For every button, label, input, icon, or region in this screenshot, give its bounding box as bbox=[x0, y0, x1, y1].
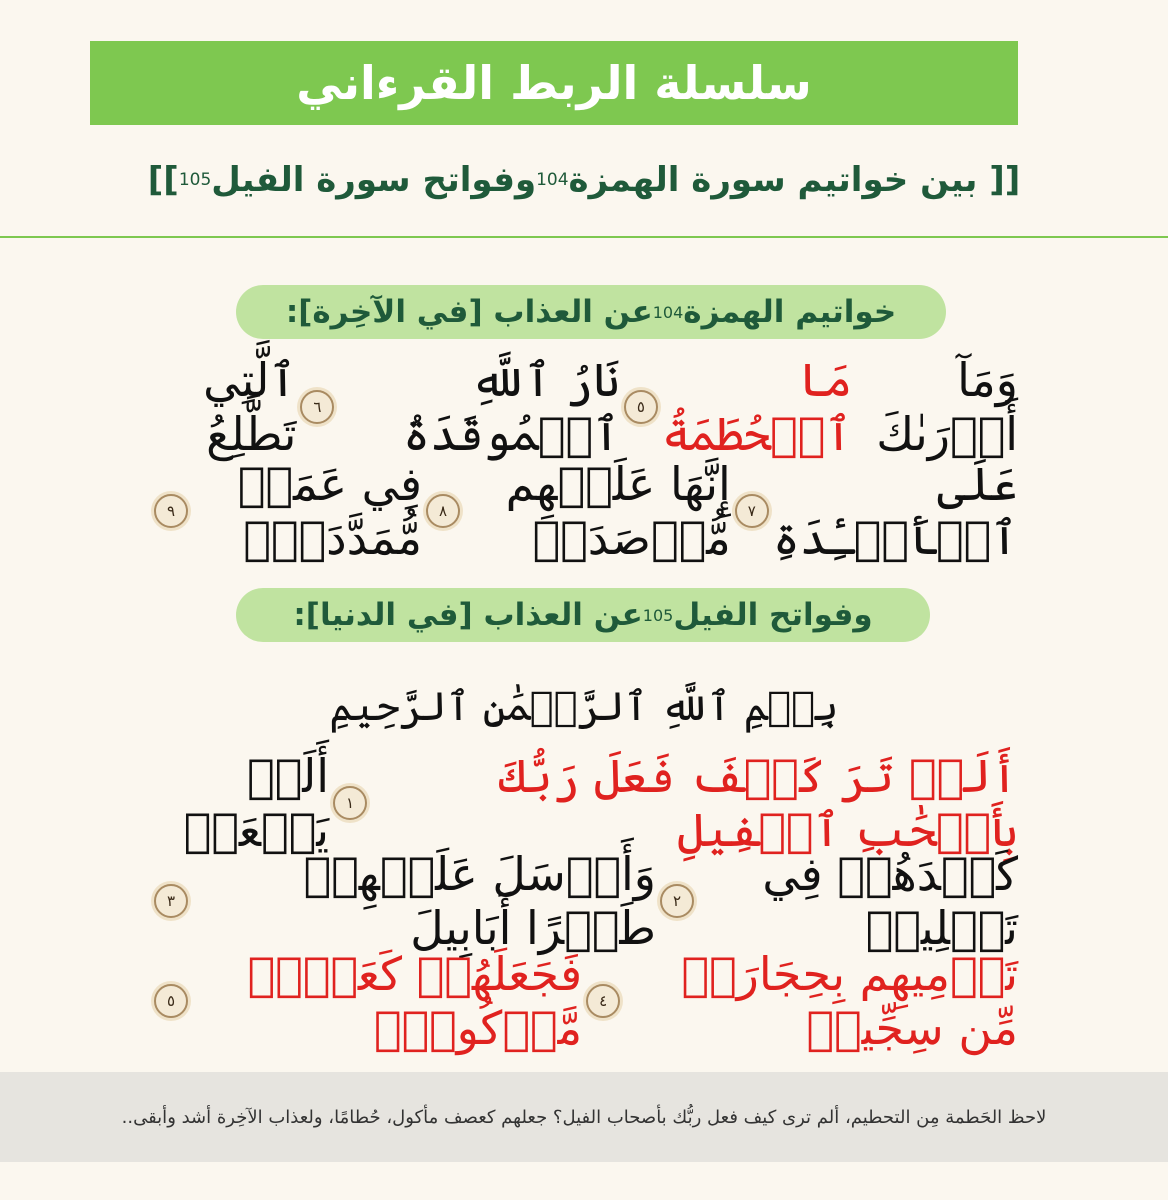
verse-segment bbox=[662, 353, 1018, 461]
verse-text: فِي عَمَدٖ مُّمَدَّدَةِۭ bbox=[237, 457, 422, 565]
ayah-number-marker: ٦ bbox=[300, 390, 334, 424]
verse-line bbox=[150, 847, 1018, 955]
verse-text-highlight: تَرۡمِيهِم بِحِجَارَةٖ مِّن سِجِّيلٖ bbox=[681, 947, 1018, 1055]
verse-line bbox=[150, 353, 1018, 461]
verse-line bbox=[150, 749, 1018, 857]
subtitle-mid: وفواتح سورة الفيل bbox=[211, 160, 537, 200]
section1-heading-post: عن العذاب [في الآخِرة]: bbox=[285, 294, 653, 330]
page-title: سلسلة الربط القرءاني bbox=[296, 56, 812, 110]
section2-heading-pre: وفواتح الفيل bbox=[673, 597, 873, 633]
basmala bbox=[0, 672, 1168, 742]
verse-text: وَأَرۡسَلَ عَلَيۡهِمۡ طَيۡرًا أَبَابِيلَ bbox=[303, 847, 657, 955]
subtitle-sup-2: 105 bbox=[178, 170, 212, 190]
verse-text: كَيۡدَهُمۡ فِي تَضۡلِيلٖ bbox=[762, 847, 1018, 955]
section1-heading-sup: 104 bbox=[652, 302, 684, 322]
verse-text: أَلَمۡ يَجۡعَلۡ bbox=[183, 749, 330, 857]
verse-text-highlight: مَا ٱلۡحُطَمَةُ bbox=[662, 353, 853, 461]
verse-text-highlight: أَلَمۡ تَرَ كَيۡفَ فَعَلَ رَبُّكَ بِأَصۡحَٰبِ ٱلۡفِيلِ bbox=[498, 749, 1018, 857]
section-heading-humazah bbox=[236, 285, 946, 339]
subtitle bbox=[0, 152, 1168, 208]
subtitle-sup-1: 104 bbox=[536, 170, 569, 190]
footer-note-text: لاحظ الحَطمة مِن التحطيم، ألم ترى كيف فعل ربُّك بأصحاب الفيل؟ جعلهم كعصف مأكول، حُطامًا، ولعذاب الآخِرة أشد وأبقى.. bbox=[121, 1106, 1047, 1128]
ayah-number-marker: ٢ bbox=[660, 884, 694, 918]
verse-line bbox=[150, 457, 1018, 565]
subtitle-pre: [[ بين خواتيم سورة الهمزة bbox=[568, 160, 1021, 200]
section1-heading-pre: خواتيم الهمزة bbox=[683, 294, 897, 330]
ayah-number-marker: ٥ bbox=[154, 984, 188, 1018]
verse-text: وَمَآ أَدۡرَىٰكَ bbox=[876, 353, 1018, 461]
title-banner bbox=[90, 41, 1018, 125]
footer-note bbox=[0, 1072, 1168, 1162]
divider-line bbox=[0, 236, 1168, 238]
verse-text: نَارُ ٱللَّهِ ٱلۡمُوقَدَةُ bbox=[402, 353, 620, 461]
ayah-number-marker: ٥ bbox=[624, 390, 658, 424]
subtitle-post: ]] bbox=[147, 160, 179, 200]
verse-text: ٱلَّتِي تَطَّلِعُ bbox=[203, 353, 297, 461]
section2-heading-sup: 105 bbox=[642, 605, 674, 625]
section2-heading-post: عن العذاب [في الدنيا]: bbox=[293, 597, 643, 633]
verse-line bbox=[150, 947, 1018, 1055]
ayah-number-marker: ٩ bbox=[154, 494, 188, 528]
basmala-text: بِسۡمِ ٱللَّهِ ٱلرَّحۡمَٰنِ ٱلرَّحِيمِ bbox=[329, 684, 839, 730]
verse-text: عَلَى ٱلۡأَفۡـِٔدَةِ bbox=[772, 457, 1018, 565]
ayah-number-marker: ٨ bbox=[426, 494, 460, 528]
ayah-number-marker: ٤ bbox=[586, 984, 620, 1018]
ayah-number-marker: ٣ bbox=[154, 884, 188, 918]
ayah-number-marker: ١ bbox=[333, 786, 367, 820]
verse-text: إِنَّهَا عَلَيۡهِم مُّؤۡصَدَةٞ bbox=[505, 457, 731, 565]
verse-text-highlight: فَجَعَلَهُمۡ كَعَصۡفٖ مَّأۡكُولِۭ bbox=[247, 947, 583, 1055]
section-heading-fil bbox=[236, 588, 930, 642]
ayah-number-marker: ٧ bbox=[735, 494, 769, 528]
